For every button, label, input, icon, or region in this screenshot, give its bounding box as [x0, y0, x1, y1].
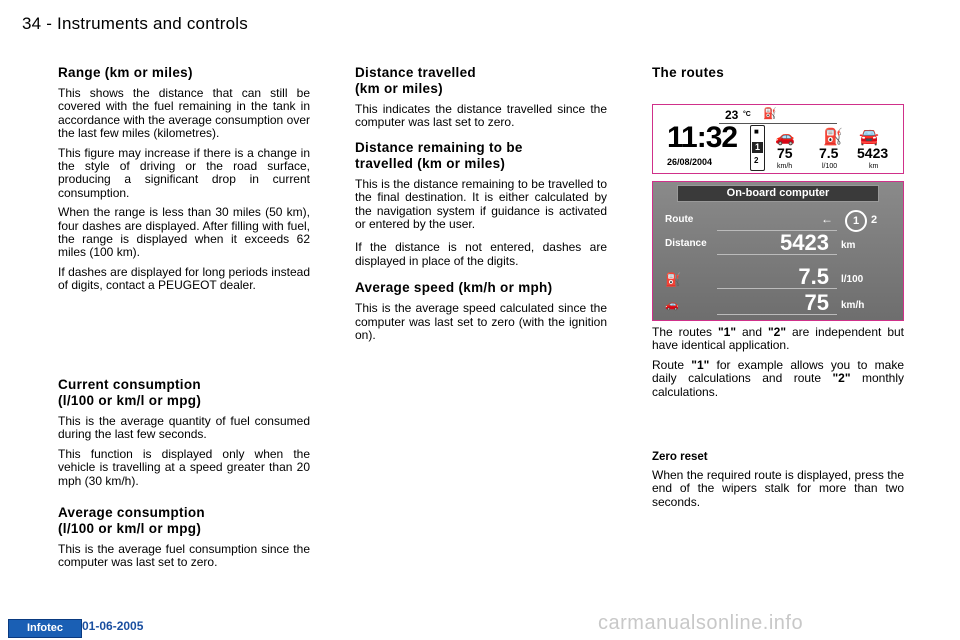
- route-other-indicator: 2: [754, 156, 759, 165]
- car-speed-icon: 🚗: [775, 129, 795, 146]
- current-consumption-heading-line2: (l/100 or km/l or mpg): [58, 393, 202, 408]
- distance-unit: km: [869, 163, 879, 170]
- panel-title: On-board computer: [677, 185, 879, 202]
- speed-value: 75: [777, 145, 793, 161]
- route-arrow-icon: ←: [821, 212, 833, 226]
- routes-paragraph-2: [652, 359, 904, 399]
- route-2-label: "2": [767, 325, 787, 339]
- column-1: [58, 65, 310, 299]
- distance-value: 5423: [857, 145, 889, 161]
- panel-route-other: 2: [871, 214, 878, 226]
- panel-route-label: Route: [665, 214, 694, 225]
- page-header: 34 - Instruments and controls: [22, 14, 248, 33]
- car-distance-icon: 🚘: [859, 129, 879, 146]
- range-paragraph-3: When the range is less than 30 miles (50 km), four dashes are displayed. After filling with fuel, the range is displayed when it exceeds 62 miles (100 km).: [58, 205, 310, 260]
- route-selected-indicator: 1: [752, 142, 763, 153]
- routes-p2-start: Route: [652, 357, 692, 372]
- watermark: carmanualsonline.info: [598, 612, 804, 634]
- panel-consumption-unit: l/100: [841, 274, 864, 285]
- fuel-consumption-icon: ⛽: [823, 129, 843, 146]
- current-consumption-paragraph-1: This is the average quantity of fuel consumed during the last few seconds.: [58, 414, 310, 442]
- distance-remaining-heading-line1: Distance remaining to be: [355, 139, 523, 155]
- distance-travelled-heading-line1: Distance travelled: [355, 65, 476, 80]
- date-display: 26/08/2004: [667, 157, 713, 167]
- car-speed-icon: 🚗: [665, 299, 679, 311]
- routes-text: [652, 326, 904, 405]
- distance-travelled-heading: [355, 65, 607, 97]
- temperature-value: 23: [725, 108, 739, 122]
- routes-p2-end: monthly calculations.: [652, 371, 904, 399]
- footer-date: 01-06-2005: [82, 619, 144, 633]
- average-consumption-heading-line1: Average consumption: [58, 505, 205, 520]
- average-speed-heading: Average speed (km/h or mph): [355, 280, 553, 296]
- average-consumption-paragraph-1: This is the average fuel consumption since the computer was last set to zero.: [58, 542, 310, 570]
- fuel-pump-icon: ⛽: [763, 108, 777, 120]
- panel-route-selected: 1: [845, 210, 867, 232]
- routes-heading: The routes: [652, 65, 725, 80]
- panel-speed-unit: km/h: [841, 300, 865, 311]
- panel-route-row: [661, 208, 897, 234]
- infotec-logo: Infotec: [8, 619, 82, 638]
- route-1-label: "1": [717, 325, 737, 339]
- average-speed-paragraph: This is the average speed calculated since the computer was last set to zero (with the ignition on).: [355, 301, 607, 343]
- routes-p1-start: The routes: [652, 325, 718, 339]
- routes-p2-middle: for example allows you to make daily calculations and route: [652, 357, 904, 386]
- speed-unit: km/h: [777, 163, 793, 170]
- car-icon: ■: [754, 127, 759, 136]
- panel-consumption-value: 7.5: [798, 264, 829, 289]
- on-board-computer-illustration: [652, 181, 904, 321]
- average-consumption-heading: [58, 505, 310, 537]
- range-heading: Range (km or miles): [58, 65, 193, 80]
- routes-p1-and: and: [736, 325, 768, 339]
- column-3: [652, 65, 904, 87]
- routes-paragraph-1: [652, 326, 904, 353]
- routes-p1-end: are independent but have identical application.: [652, 325, 904, 353]
- multifunction-display-illustration: [652, 104, 904, 174]
- panel-speed-row: [661, 292, 897, 318]
- range-paragraph-1: This shows the distance that can still be covered with the fuel remaining in the tank in accordance with the average consumption over the last few miles (kilometres).: [58, 86, 310, 141]
- distance-remaining-heading: [355, 140, 607, 172]
- route-selector: [750, 125, 765, 171]
- temperature-unit: °C: [743, 111, 751, 118]
- distance-travelled-paragraph: This indicates the distance travelled since the computer was last set to zero.: [355, 102, 607, 130]
- average-consumption-heading-line2: (l/100 or km/l or mpg): [58, 521, 202, 536]
- current-consumption-heading: [58, 377, 310, 409]
- route-2-label: "2": [832, 371, 851, 386]
- current-consumption-heading-line1: Current consumption: [58, 377, 201, 392]
- clock-display: 11:32: [667, 121, 738, 154]
- distance-remaining-paragraph-1: This is the distance remaining to be travelled to the final destination. It is either calculated by the navigation system if guidance is activated or entered by the user.: [355, 176, 607, 232]
- consumption-unit: l/100: [822, 163, 838, 170]
- distance-remaining-heading-line2: travelled (km or miles): [355, 155, 506, 171]
- current-consumption-section: [58, 377, 310, 494]
- panel-consumption-row: [661, 266, 897, 292]
- zero-reset-heading: Zero reset: [652, 451, 708, 463]
- panel-speed-value: 75: [804, 290, 829, 315]
- distance-travelled-heading-line2: (km or miles): [355, 81, 443, 96]
- consumption-value: 7.5: [819, 145, 839, 161]
- zero-reset-paragraph: When the required route is displayed, press the end of the wipers stalk for more than two seconds.: [652, 468, 904, 509]
- panel-distance-unit: km: [841, 240, 856, 251]
- average-consumption-section: [58, 505, 310, 576]
- fuel-pump-icon: ⛽: [665, 272, 682, 287]
- current-consumption-paragraph-2: This function is displayed only when the vehicle is travelling at a speed greater than 20 mph (30 km/h).: [58, 446, 310, 488]
- route-1-label: "1": [691, 357, 710, 372]
- panel-distance-row: [661, 232, 897, 258]
- range-paragraph-4: If dashes are displayed for long periods instead of digits, contact a PEUGEOT dealer.: [58, 264, 310, 293]
- panel-distance-label: Distance: [665, 238, 707, 249]
- range-paragraph-2: This figure may increase if there is a change in the style of driving or the road surface, producing a significant drop in current consumption.: [58, 145, 310, 200]
- column-2: [355, 65, 607, 348]
- panel-distance-value: 5423: [780, 230, 829, 255]
- zero-reset-section: [652, 451, 904, 515]
- distance-remaining-paragraph-2: If the distance is not entered, dashes are displayed in place of the digits.: [355, 240, 607, 268]
